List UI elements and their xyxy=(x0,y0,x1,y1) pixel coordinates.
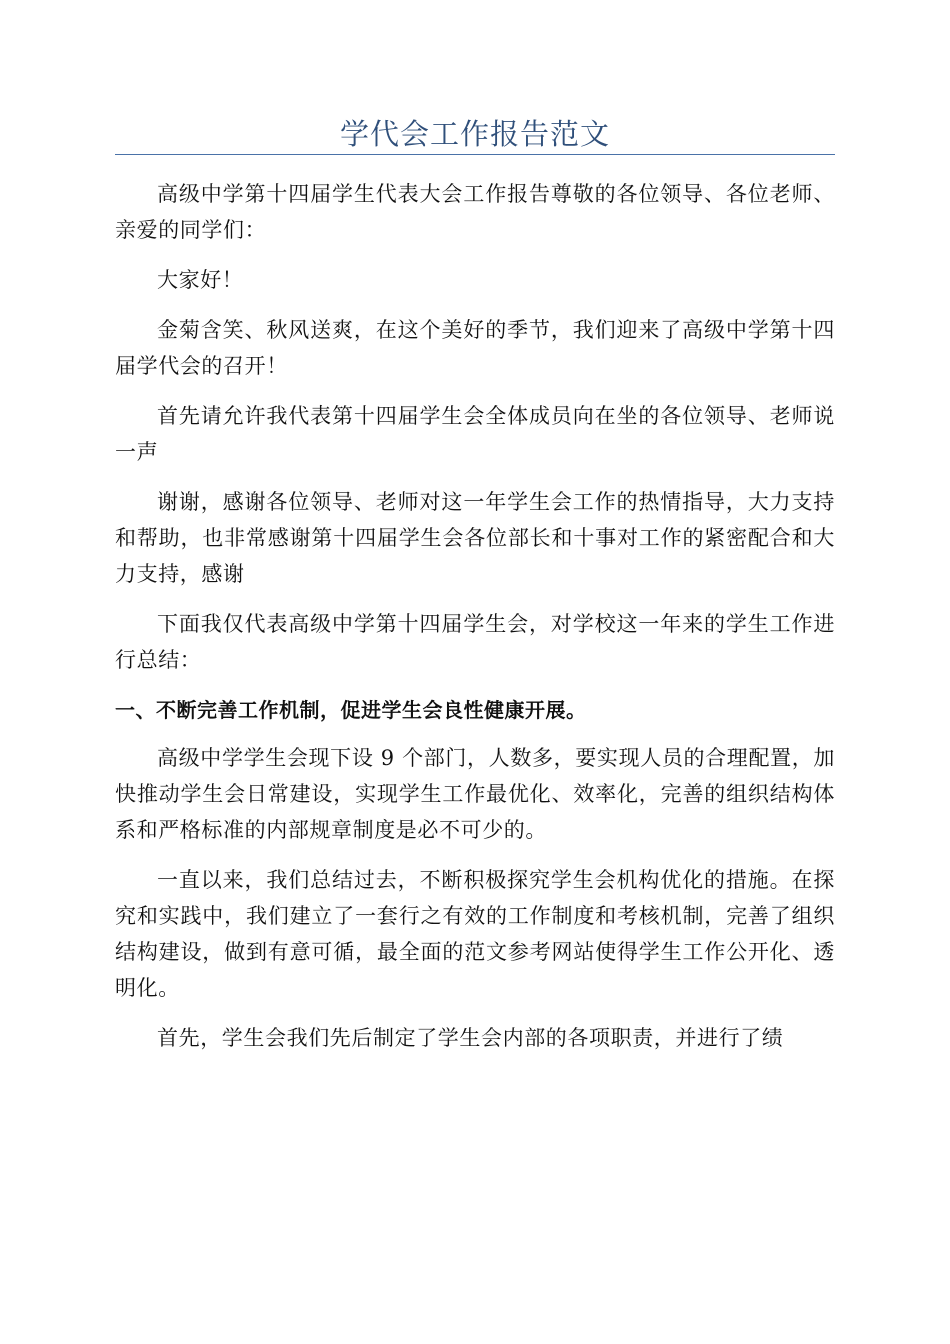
paragraph-thanks-intro: 首先请允许我代表第十四届学生会全体成员向在坐的各位领导、老师说一声 xyxy=(115,404,835,464)
paragraph-exploration: 一直以来，我们总结过去，不断积极探究学生会机构优化的措施。在探究和实践中，我们建立了一套行之有效的工作制度和考核机制，完善了组织结构建设，做到有意可循，最全面的范文参考网站使得学生工作公开化、透明化。 xyxy=(115,868,835,1000)
section-heading-1: 一、不断完善工作机制，促进学生会良性健康开展。 xyxy=(115,698,587,722)
paragraph-departments: 高级中学学生会现下设 9 个部门，人数多，要实现人员的合理配置，加快推动学生会日常建设，实现学生工作最优化、效率化，完善的组织结构体系和严格标准的内部规章制度是必不可少的。 xyxy=(115,746,835,842)
paragraph-summary-intro: 下面我仅代表高级中学第十四届学生会，对学校这一年来的学生工作进行总结： xyxy=(115,612,835,672)
paragraph-hello: 大家好！ xyxy=(157,268,244,292)
document-title: 学代会工作报告范文 xyxy=(339,117,610,151)
paragraph-opening: 金菊含笑、秋风送爽，在这个美好的季节，我们迎来了高级中学第十四届学代会的召开！ xyxy=(115,318,835,378)
paragraph-first-measures: 首先，学生会我们先后制定了学生会内部的各项职责，并进行了绩 xyxy=(157,1026,784,1050)
paragraph-greeting: 高级中学第十四届学生代表大会工作报告尊敬的各位领导、各位老师、亲爱的同学们： xyxy=(115,182,835,242)
paragraph-thanks: 谢谢，感谢各位领导、老师对这一年学生会工作的热情指导，大力支持和帮助，也非常感谢第十四届学生会各位部长和十事对工作的紧密配合和大力支持，感谢 xyxy=(115,490,835,586)
document-body xyxy=(115,176,835,1070)
title-underline xyxy=(115,154,835,155)
